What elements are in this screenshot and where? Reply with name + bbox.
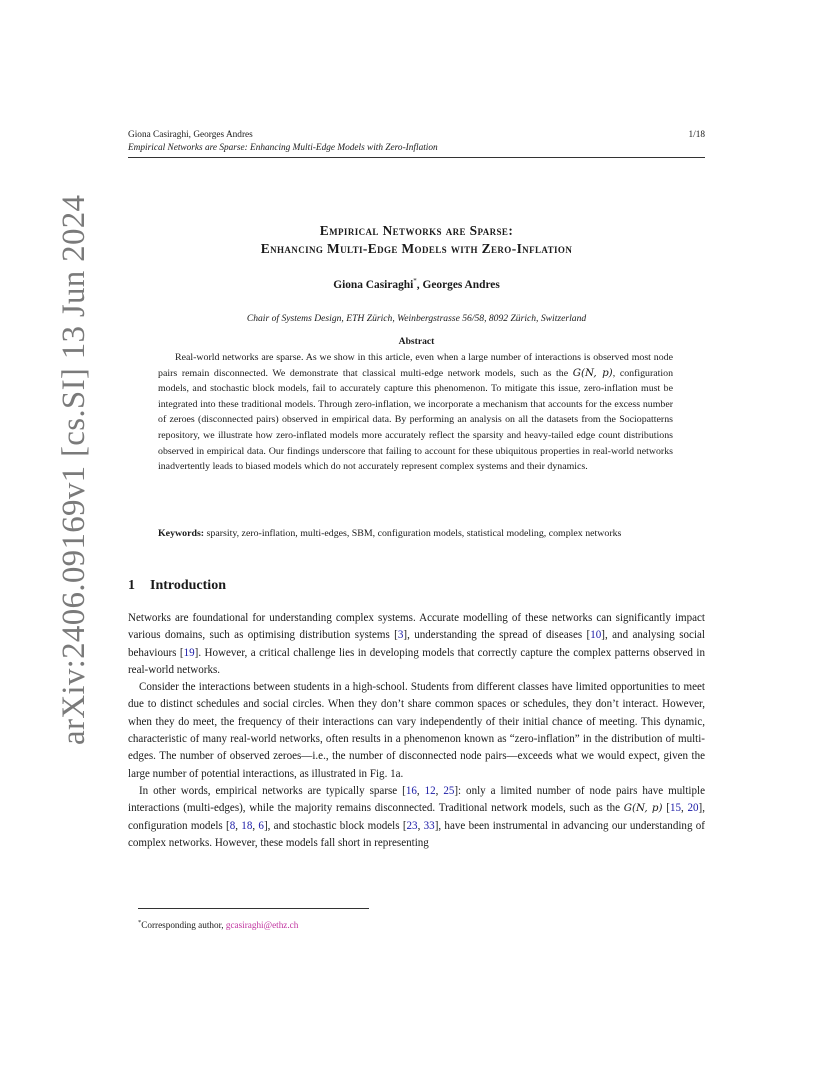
footnote — [138, 919, 298, 930]
title-line-2: Enhancing Multi-Edge Models with Zero-Inflation — [260, 241, 573, 256]
keywords — [158, 526, 673, 542]
text-run: , — [435, 784, 444, 797]
author-first: Giona Casiraghi — [333, 278, 414, 291]
corresponding-mark: * — [413, 277, 417, 285]
text-run: , — [235, 819, 242, 832]
citation-link[interactable]: 15 — [669, 802, 681, 815]
text-run: ], configuration models [ — [128, 802, 705, 832]
email-link[interactable]: gcasiraghi@ethz.ch — [225, 920, 299, 931]
arxiv-identifier-stamp: arXiv:2406.09169v1 [cs.SI] 13 Jun 2024 — [56, 194, 92, 745]
citation-link[interactable]: 33 — [423, 819, 435, 832]
text-run: , — [252, 819, 259, 832]
footnote-rule — [138, 908, 369, 909]
abstract-text-2: , configuration models, and stochastic block models, fail to accurately capture this phenomenon. To mitigate this issue, zero-inflation must be integrated into these traditional models. Through zero-inflation, we incorporate a mechanism that accounts for the excess number of zeroes (disconnected pairs) observed in empirical data. By performing an analysis on all the datasets from the Sociopatterns repository, we illustrate how zero-inflated models more accurately reflect the sparsity and heavy-tailed edge count distributions observed in empirical data. Our findings underscore that failing to account for these ubiquitous properties in real-world networks inadvertently leads to biased models which do not accurately represent complex systems and their dynamics. — [158, 367, 674, 473]
citation-link[interactable]: 6 — [258, 819, 264, 832]
citation-link[interactable]: 8 — [229, 819, 236, 832]
author-rest: , Georges Andres — [416, 278, 500, 291]
title-line-1: Empirical Networks are Sparse: — [319, 223, 514, 238]
running-head-authors: Giona Casiraghi, Georges Andres — [128, 130, 253, 140]
math-gnp: G(N, p) — [623, 802, 663, 815]
keywords-label: Keywords: — [158, 528, 205, 539]
citation-link[interactable]: 20 — [687, 802, 699, 815]
author-list — [128, 277, 705, 291]
citation-link[interactable]: 25 — [443, 784, 455, 797]
text-run: ]. However, a critical challenge lies in developing models that correctly capture the complex patterns observed in real-world networks. — [128, 646, 705, 676]
section-number: 1 — [128, 578, 135, 593]
affiliation: Chair of Systems Design, ETH Zürich, Weinbergstrasse 56/58, 8092 Zürich, Switzerland — [246, 313, 587, 324]
text-run: ], and analysing social behaviours [ — [128, 629, 705, 659]
citation-link[interactable]: 3 — [397, 629, 404, 642]
text-run: ], understanding the spread of diseases [ — [403, 629, 591, 642]
abstract-heading: Abstract — [398, 336, 435, 347]
citation-link[interactable]: 19 — [183, 646, 195, 659]
abstract-body — [158, 350, 673, 475]
keywords-text: sparsity, zero-inflation, multi-edges, SBM, configuration models, statistical modeling, complex networks — [204, 528, 622, 539]
citation-link[interactable]: 18 — [241, 819, 253, 832]
math-gnp: G(N, p) — [572, 366, 613, 379]
text-run: Networks are foundational for understanding complex systems. Accurate modelling of these networks can significantly impact various domains, such as optimising distribution systems [ — [128, 612, 705, 642]
citation-link[interactable]: 10 — [590, 629, 602, 642]
citation-link[interactable]: 23 — [406, 819, 418, 832]
text-run: ], have been instrumental in advancing our understanding of complex networks. However, these models fall short in representing — [128, 819, 705, 849]
paragraph-3 — [128, 783, 705, 852]
text-run: In other words, empirical networks are typically sparse [ — [139, 784, 406, 797]
running-head — [128, 129, 705, 155]
text-run: ], and stochastic block models [ — [263, 819, 407, 832]
citation-link[interactable]: 16 — [405, 784, 417, 797]
text-run: [ — [662, 802, 670, 815]
citation-link[interactable]: 12 — [424, 784, 436, 797]
footnote-text: Corresponding author, — [141, 920, 226, 931]
section-title: Introduction — [150, 578, 226, 593]
paper-title — [128, 222, 705, 258]
paragraph-1 — [128, 610, 705, 679]
text-run: , — [416, 784, 425, 797]
footnote-mark: * — [138, 919, 142, 926]
introduction-body — [128, 610, 705, 852]
paragraph-2: Consider the interactions between students in a high-school. Students from different classes have limited opportunities to meet due to distinct schedules and social circles. When they don’t share common spaces or schedules, they don’t interact. However, when they do meet, the frequency of their interactions can vary independently of their initial chance of meeting. This dynamic, characteristic of many real-world networks, often results in a phenomenon known as “zero-inflation” in the distribution of multi-edges. The number of observed zeroes—i.e., the number of disconnected node pairs—exceeds what we would expect, given the large number of potential interactions, as illustrated in Fig. 1a. — [128, 681, 705, 780]
header-rule — [128, 157, 705, 158]
section-heading-introduction — [128, 578, 226, 594]
text-run: , — [417, 819, 424, 832]
running-head-short-title: Empirical Networks are Sparse: Enhancing Multi-Edge Models with Zero-Inflation — [128, 143, 438, 153]
page-number: 1/18 — [688, 130, 705, 140]
abstract-text-1: Real-world networks are sparse. As we show in this article, even when a large number of interactions is observed most node pairs remain disconnected. We demonstrate that classical multi-edge network models, such as the — [158, 352, 673, 379]
text-run: ]: only a limited number of node pairs have multiple interactions (multi-edges), while the majority remains disconnected. Traditional network models, such as the — [128, 784, 705, 815]
text-run: , — [680, 802, 688, 815]
